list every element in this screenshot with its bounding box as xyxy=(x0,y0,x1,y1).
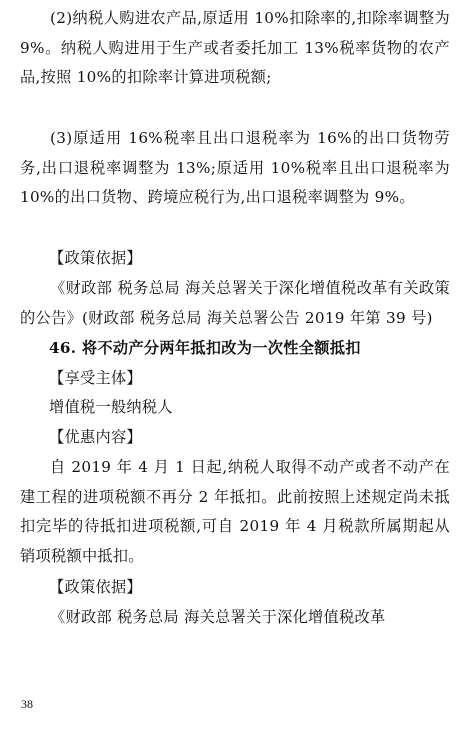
section-heading-policy-basis: 【政策依据】 xyxy=(49,249,142,267)
paragraph-policy-reference-2: 《财政部 税务总局 海关总署关于深化增值税改革 xyxy=(50,608,386,626)
paragraph-policy-reference: 《财政部 税务总局 海关总署关于深化增值税改革有关政策的公告》(财政部 税务总局 海关总署公告 2019 年第 39 号) xyxy=(20,279,450,327)
section-heading-beneficiary: 【享受主体】 xyxy=(49,369,142,387)
section-heading-policy-basis-2: 【政策依据】 xyxy=(49,578,142,596)
beneficiary-text: 增值税一般纳税人 xyxy=(49,398,173,416)
paragraph-export-refund-rate: (3)原适用 16%税率且出口退税率为 16%的出口货物劳务,出口退税率调整为 13%;原适用 10%税率且出口退税率为 10%的出口货物、跨境应税行为,出口退税率调整为 9%。 xyxy=(20,129,450,207)
item-title-46: 46. 将不动产分两年抵扣改为一次性全额抵扣 xyxy=(49,339,361,357)
paragraph-deduction-rate: (2)纳税人购进农产品,原适用 10%扣除率的,扣除率调整为 9%。纳税人购进用于生产或者委托加工 13%税率货物的农产品,按照 10%的扣除率计算进项税额; xyxy=(20,9,450,87)
page-number: 38 xyxy=(21,697,33,711)
paragraph-benefit-content: 自 2019 年 4 月 1 日起,纳税人取得不动产或者不动产在建工程的进项税额不再分 2 年抵扣。此前按照上述规定尚未抵扣完毕的待抵扣进项税额,可自 2019 年 4 月税款所属期起从销项税额中抵扣。 xyxy=(20,458,450,565)
section-heading-benefit-content: 【优惠内容】 xyxy=(49,428,142,446)
